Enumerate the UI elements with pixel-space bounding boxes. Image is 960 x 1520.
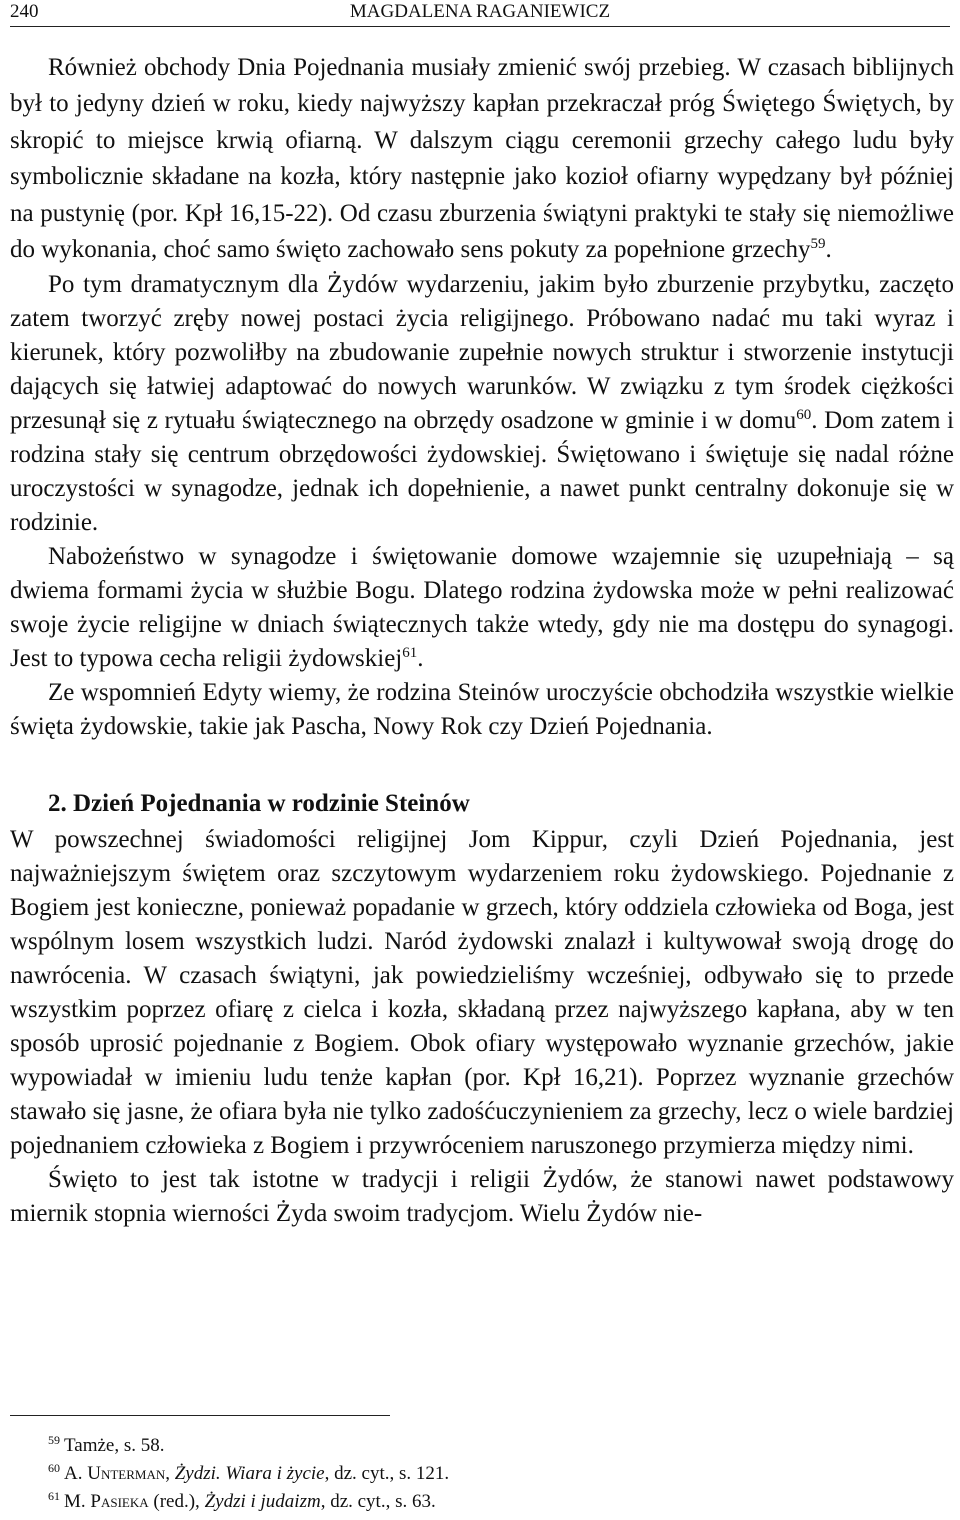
paragraph-text: Ze wspomnień Edyty wiemy, że rodzina Steinów uroczyście obchodziła wszystkie wielkie święta żydowskie, takie jak Pascha, Nowy Rok czy Dzień Pojednania. [10, 679, 954, 741]
paragraph-text: Po tym dramatycznym dla Żydów wydarzeniu, jakim było zburzenie przybytku, zaczęto zatem tworzyć zręby nowej postaci życia religijnego. Próbowano nadać mu taki wyraz i kierunek, który pozwoliłby na zbudowanie zupełnie nowych struktur i stworzenie instytucji dających się łatwiej adaptować do nowych warunków. W związku z tym środek ciężkości przesunął się z rytuału świątecznego na obrzędy osadzone w gminie i w domu [10, 271, 954, 435]
paragraph-5 [10, 823, 954, 1163]
paragraph-text: Również obchody Dnia Pojednania musiały zmienić swój przebieg. W czasach biblijnych był to jedyny dzień w roku, kiedy najwyższy kapłan przekraczał próg Świętego Świętych, by skropić to miejsce krwią ofiarną. W dalszym ciągu ceremonii grzechy całego ludu były symbolicznie składane na kozła, który następnie jako kozioł ofiarny wypędzany był później na pustynię (por. Kpł 16,15-22). Od czasu zburzenia świątyni praktyki te stały się niemożliwe do wykonania, choć samo święto zachowało sens pokuty za popełnione grzechy [10, 54, 954, 264]
footnotes [48, 1432, 948, 1516]
main-text [10, 50, 954, 1231]
footnote-ref-59: 59 [810, 236, 826, 253]
footnote-author-surname: Pasieka [90, 1491, 149, 1512]
footnote-number: 61 [48, 1489, 60, 1503]
running-head: MAGDALENA RAGANIEWICZ [349, 1, 611, 22]
page-header [10, 0, 950, 27]
paragraph-tail: . Dom zatem i rodzina stały się centrum obrzędowości żydowskiej. Świętowano i świętuje się nadal różne uroczystości w synagodze, jednak ich dopełnienie, a nawet punkt centralny dokonuje się w rodzinie. [10, 407, 954, 537]
footnote-separator: , [165, 1463, 175, 1484]
footnote-number: 59 [48, 1433, 60, 1447]
footnote-number: 60 [48, 1461, 60, 1475]
page-number: 240 [10, 1, 39, 22]
footnote-separator: (red.), [148, 1491, 205, 1512]
footnote-author-surname: Unterman [87, 1463, 166, 1484]
section-spacer [10, 744, 954, 786]
footnote-59 [48, 1432, 948, 1460]
footnote-author-initial: M. [64, 1491, 91, 1512]
paragraph-3 [10, 540, 954, 676]
footnote-60 [48, 1460, 948, 1488]
paragraph-text: Święto to jest tak istotne w tradycji i religii Żydów, że stanowi nawet podstawowy miernik stopnia wierności Żyda swoim tradycjom. Wielu Żydów nie- [10, 1165, 954, 1227]
footnote-61 [48, 1488, 948, 1516]
footnote-author-initial: A. [64, 1463, 88, 1484]
paragraph-1 [10, 50, 954, 268]
paragraph-4 [10, 676, 954, 744]
paragraph-tail: . [417, 645, 424, 673]
paragraph-2 [10, 268, 954, 540]
footnote-ref-60: 60 [796, 407, 812, 424]
section-heading: 2. Dzień Pojednania w rodzinie Steinów [48, 790, 470, 818]
paragraph-text: Nabożeństwo w synagodze i świętowanie domowe wzajemnie się uzupełniają – są dwiema formami życia w służbie Bogu. Dlatego rodzina żydowska może w pełni realizować swoje życie religijne w dniach świątecznych także wtedy, gdy nie ma dostępu do synagogi. Jest to typowa cecha religii żydowskiej [10, 543, 954, 673]
footnote-text: Tamże, s. 58. [64, 1435, 165, 1456]
footnote-ref-61: 61 [402, 645, 418, 662]
footnote-title: Żydzi i judaizm [204, 1491, 321, 1512]
paragraph-6 [10, 1163, 954, 1231]
footnote-rule [10, 1415, 390, 1416]
paragraph-text: W powszechnej świadomości religijnej Jom Kippur, czyli Dzień Pojednania, jest najważniejszym świętem oraz szczytowym wydarzeniem roku żydowskiego. Pojednanie z Bogiem jest konieczne, ponieważ popadanie w grzech, który oddziela człowieka od Boga, jest wspólnym losem wszystkich ludzi. Naród żydowski znalazł i kultywował swoją drogę do nawrócenia. W czasach świątyni, jak powiedzieliśmy wcześniej, odbywało się to przede wszystkim poprzez ofiarę z cielca i kozła, składaną przez najwyższego kapłana, aby w ten sposób uprosić pojednanie z Bogiem. Obok ofiary występowało wyznanie grzechów, jakie wypowiadał w imieniu ludu tenże kapłan (por. Kpł 16,21). Poprzez wyznanie grzechów stawało się jasne, że ofiara była nie tylko zadośćuczynieniem za grzechy, lecz o wiele bardziej pojednaniem człowieka z Bogiem i przywróceniem naruszonego przymierza między nimi. [10, 825, 954, 1159]
footnote-citation: , dz. cyt., s. 63. [320, 1491, 436, 1512]
paragraph-tail: . [825, 236, 832, 264]
footnote-title: Żydzi. Wiara i życie [174, 1463, 325, 1484]
footnote-citation: , dz. cyt., s. 121. [324, 1463, 450, 1484]
